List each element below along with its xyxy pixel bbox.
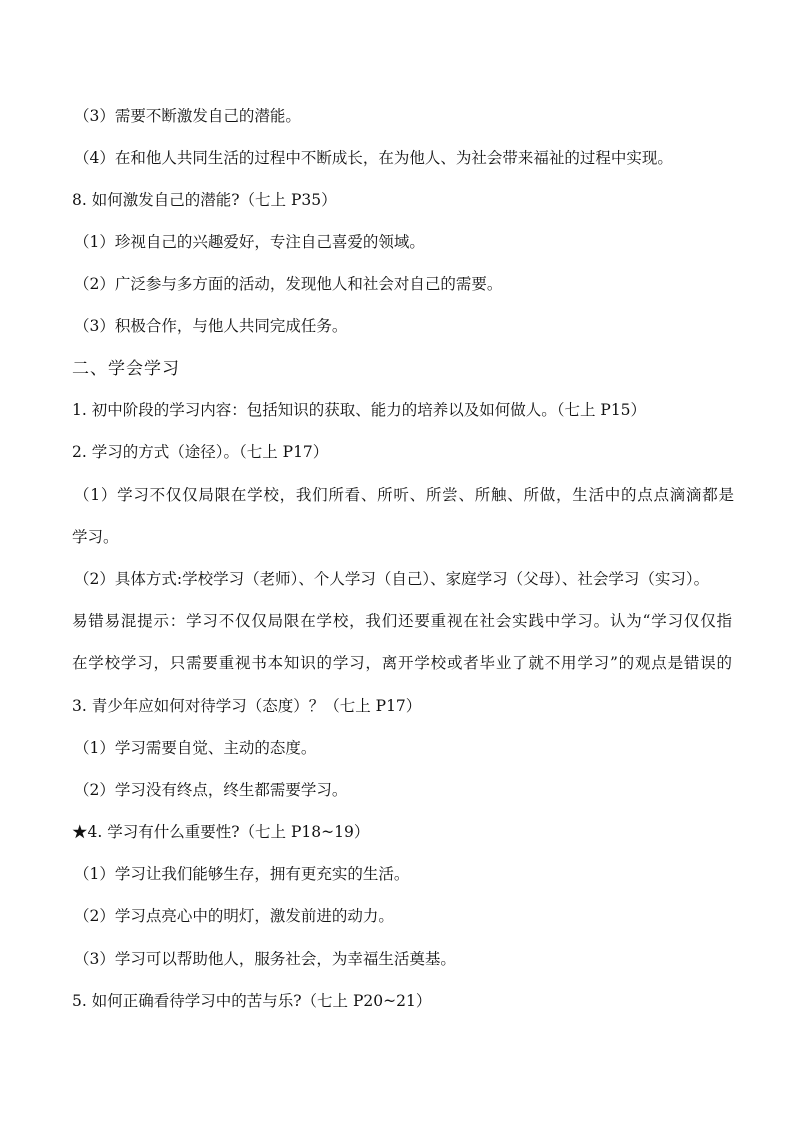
text-line: 学习。 <box>72 528 119 546</box>
text-line: （1）学习不仅仅局限在学校，我们所看、所听、所尝、所触、所做，生活中的点点滴滴都是 <box>74 486 734 504</box>
text-line: （2）学习点亮心中的明灯，激发前进的动力。 <box>74 907 394 925</box>
text-line: （1）学习需要自觉、主动的态度。 <box>74 739 317 757</box>
section-heading: 二、学会学习 <box>72 359 180 379</box>
hint-text: 易错易混提示：学习不仅仅局限在学校，我们还要重视在社会实践中学习。认为“学习仅仅指 <box>72 612 732 630</box>
text-line: （2）学习没有终点，终生都需要学习。 <box>74 781 348 799</box>
text-line: （3）积极合作，与他人共同完成任务。 <box>74 317 348 335</box>
hint-text: 在学校学习，只需要重视书本知识的学习，离开学校或者毕业了就不用学习”的观点是错误的 <box>72 654 732 672</box>
text-line: （3）需要不断激发自己的潜能。 <box>74 107 301 125</box>
text-line: （1）珍视自己的兴趣爱好，专注自己喜爱的领域。 <box>74 233 425 251</box>
question-heading: 1. 初中阶段的学习内容：包括知识的获取、能力的培养以及如何做人。（七上 P15） <box>72 401 647 419</box>
question-heading: 8. 如何激发自己的潜能?（七上 P35） <box>72 191 337 209</box>
text-line: （2）广泛参与多方面的活动，发现他人和社会对自己的需要。 <box>74 275 503 293</box>
text-line: （2）具体方式:学校学习（老师）、个人学习（自己）、家庭学习（父母）、社会学习（实习）。 <box>74 570 710 588</box>
text-line: （4）在和他人共同生活的过程中不断成长，在为他人、为社会带来福祉的过程中实现。 <box>74 149 673 167</box>
text-line: （1）学习让我们能够生存，拥有更充实的生活。 <box>74 865 410 883</box>
question-heading: 5. 如何正确看待学习中的苦与乐?（七上 P20~21） <box>72 992 432 1010</box>
question-heading: 2. 学习的方式（途径）。（七上 P17） <box>72 443 329 461</box>
question-heading: ★4. 学习有什么重要性?（七上 P18~19） <box>72 823 370 841</box>
text-line: （3）学习可以帮助他人，服务社会，为幸福生活奠基。 <box>74 950 456 968</box>
question-heading: 3. 青少年应如何对待学习（态度）？（七上 P17） <box>72 697 422 715</box>
